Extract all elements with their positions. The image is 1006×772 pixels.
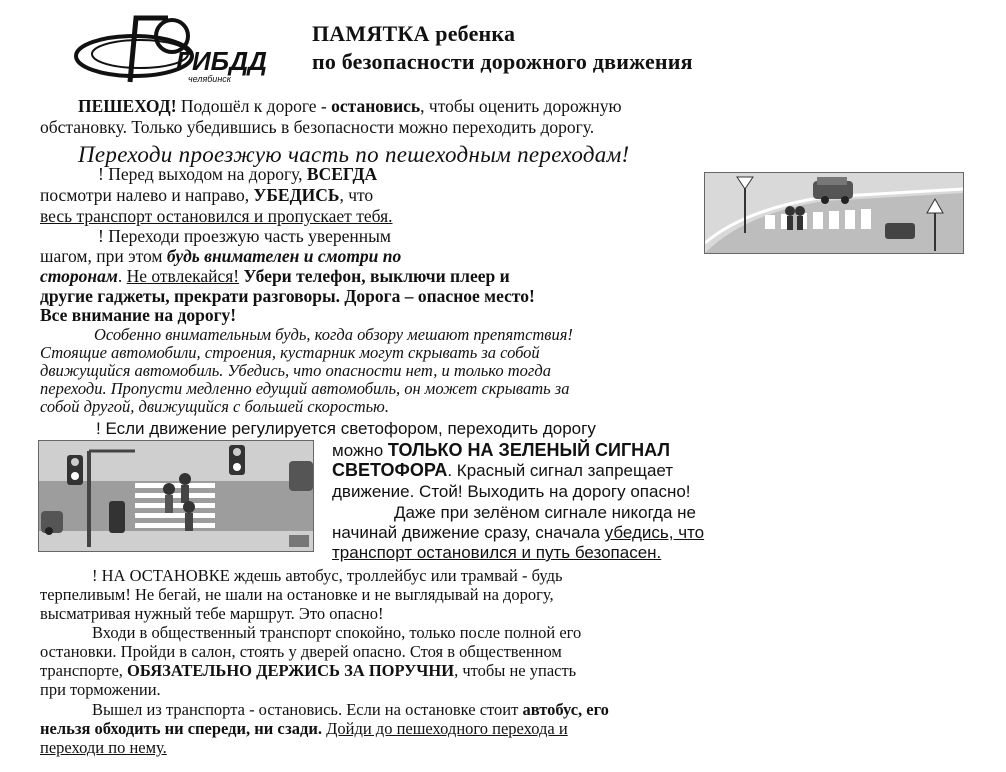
stop-line-9: нельзя обходить ни спереди, ни сзади. Дойди до пешеходного перехода и	[40, 719, 568, 738]
traffic-line-2: можно ТОЛЬКО НА ЗЕЛЕНЫЙ СИГНАЛ	[332, 440, 671, 460]
title-line-1: ПАМЯТКА ребенка	[312, 21, 516, 46]
stop-line-1: ! НА ОСТАНОВКЕ ждешь автобус, троллейбус или трамвай - будь	[92, 566, 563, 585]
traffic-line-6: начинай движение сразу, сначала убедись, что	[332, 523, 705, 542]
block2-line-3: сторонам. Не отвлекайся! Убери телефон, выключи плеер и	[40, 266, 510, 286]
stop-line-2: терпеливым! Не бегай, не шали на остановке и не выглядывай на дорогу,	[40, 585, 554, 604]
title-line-2: по безопасности дорожного движения	[312, 49, 693, 74]
page-title	[312, 20, 693, 76]
svg-text:челябинск: челябинск	[188, 74, 232, 84]
italic-line-2: Стоящие автомобили, строения, кустарник могут скрывать за собой	[40, 343, 540, 362]
traffic-light-illustration	[38, 440, 314, 552]
pedestrian-line-2: обстановку. Только убедившись в безопасности можно переходить дорогу.	[40, 117, 595, 137]
traffic-line-4: движение. Стой! Выходить на дорогу опасно!	[332, 482, 691, 501]
traffic-line-1: ! Если движение регулируется светофором, переходить дорогу	[96, 419, 596, 438]
traffic-line-5: Даже при зелёном сигнале никогда не	[394, 503, 696, 522]
svg-text:ГИБДД: ГИБДД	[176, 46, 267, 76]
stop-line-3: высматривая нужный тебе маршрут. Это опасно!	[40, 604, 384, 623]
italic-line-1: Особенно внимательным будь, когда обзору мешают препятствия!	[94, 325, 573, 344]
block1-line-3: весь транспорт остановился и пропускает тебя.	[40, 206, 393, 226]
stop-line-5: остановки. Пройди в салон, стоять у дверей опасно. Стоя в общественном	[40, 642, 562, 661]
traffic-line-3: СВЕТОФОРА. Красный сигнал запрещает	[332, 460, 674, 480]
stop-line-10: переходи по нему.	[40, 738, 167, 757]
block2-line-1: ! Переходи проезжую часть уверенным	[98, 226, 391, 246]
pedestrian-line-1: ПЕШЕХОД! Подошёл к дороге - остановись, чтобы оценить дорожную	[78, 96, 622, 116]
stop-line-7: при торможении.	[40, 680, 161, 699]
block1-line-1: ! Перед выходом на дорогу, ВСЕГДА	[98, 164, 378, 184]
block2-line-5: Все внимание на дорогу!	[40, 305, 237, 325]
stop-line-6: транспорте, ОБЯЗАТЕЛЬНО ДЕРЖИСЬ ЗА ПОРУЧНИ, чтобы не упасть	[40, 661, 577, 680]
italic-line-4: переходи. Пропусти медленно едущий автомобиль, он может скрывать за	[40, 379, 570, 398]
crosswalk-headline: Переходи проезжую часть по пешеходным переходам!	[78, 142, 630, 167]
italic-line-3: движущийся автомобиль. Убедись, что опасности нет, и только тогда	[40, 361, 551, 380]
traffic-line-7: транспорт остановился и путь безопасен.	[332, 543, 662, 562]
italic-line-5: собой другой, движущийся с большей скоростью.	[40, 397, 389, 416]
block2-line-4: другие гаджеты, прекрати разговоры. Дорога – опасное место!	[40, 286, 535, 306]
stop-line-4: Входи в общественный транспорт спокойно, только после полной его	[92, 623, 582, 642]
crosswalk-illustration	[704, 172, 964, 254]
stop-line-8: Вышел из транспорта - остановись. Если на остановке стоит автобус, его	[92, 700, 609, 719]
gibdd-logo	[72, 14, 272, 86]
block2-line-2: шагом, при этом будь внимателен и смотри по	[40, 246, 402, 266]
block1-line-2: посмотри налево и направо, УБЕДИСЬ, что	[40, 185, 374, 205]
